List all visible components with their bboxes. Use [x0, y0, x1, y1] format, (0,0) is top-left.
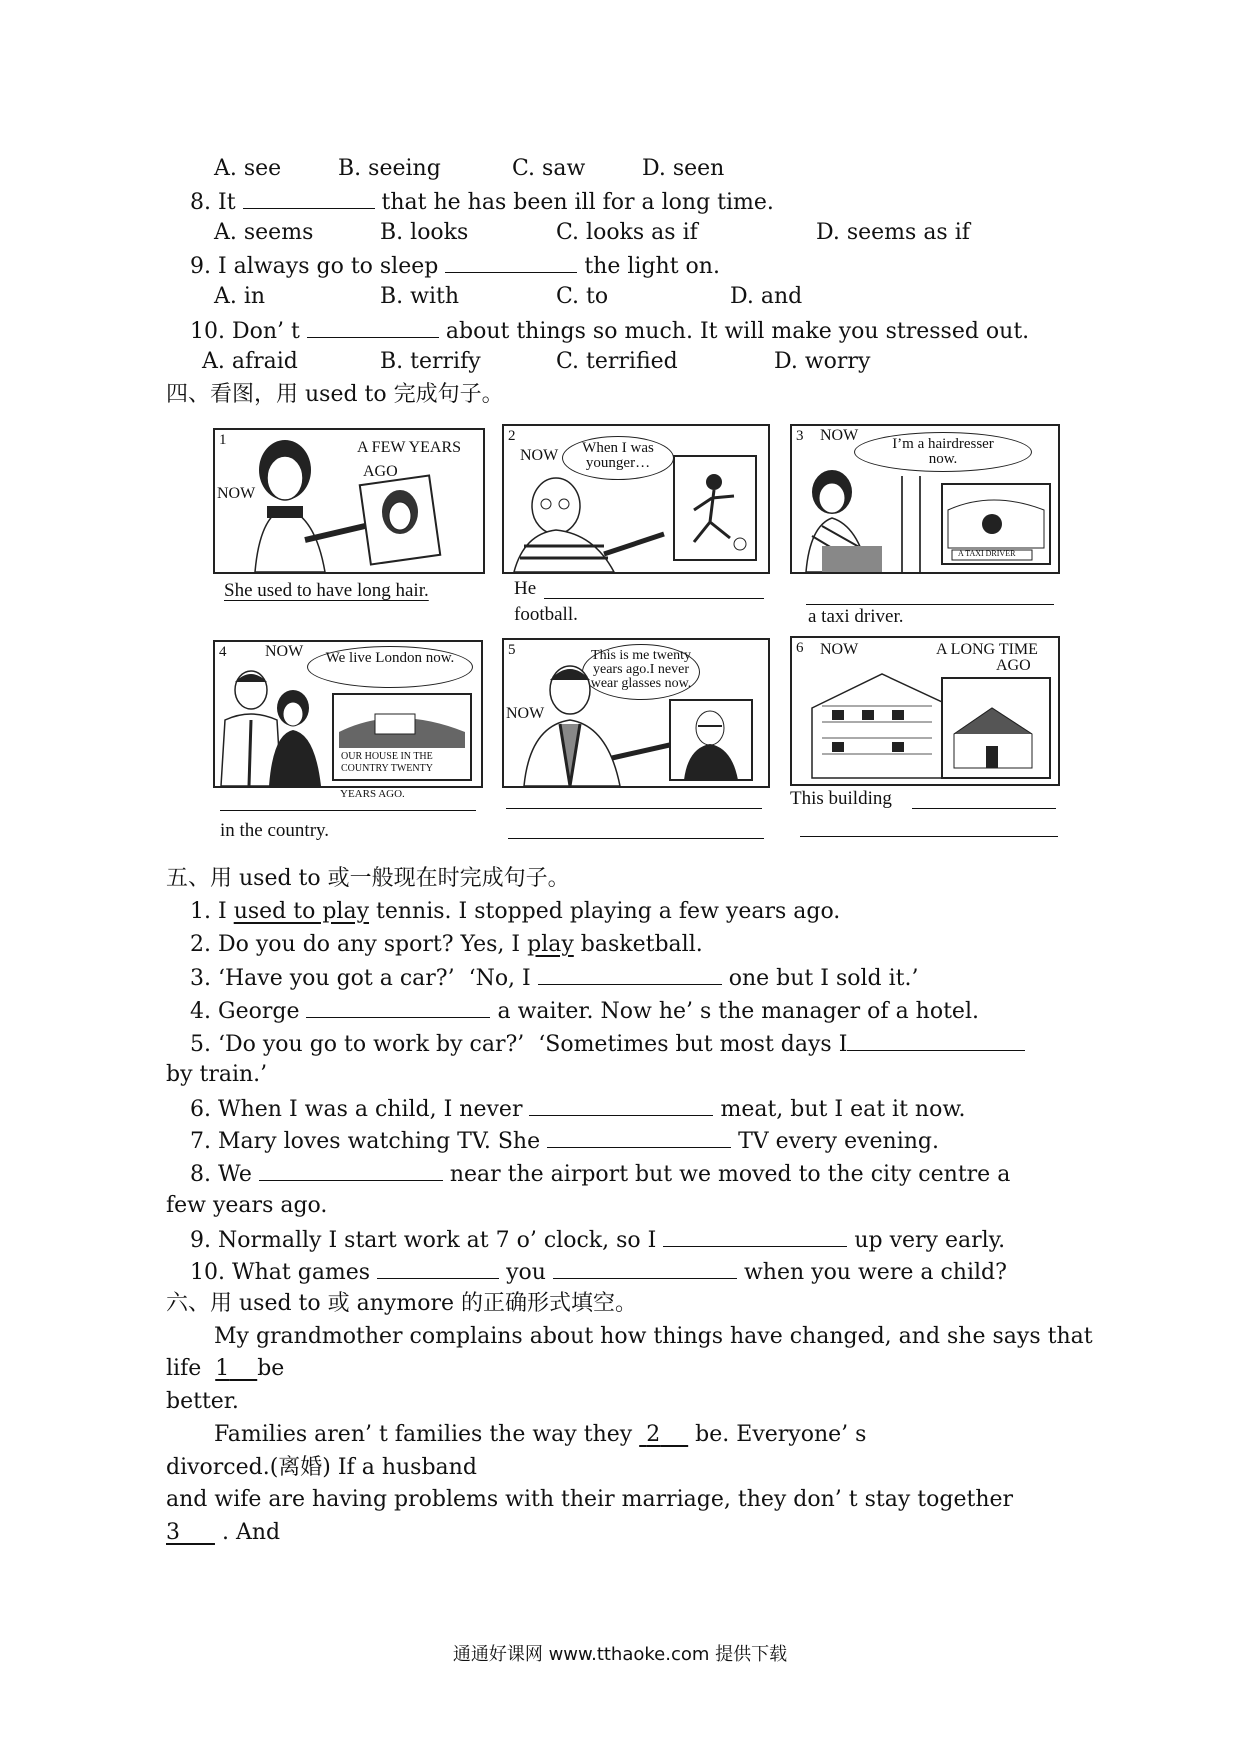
panel-label: A FEW YEARS [357, 439, 462, 456]
panel-number: 1 [219, 432, 227, 448]
answer-blank[interactable] [663, 1228, 847, 1247]
q10-pre: Don’ t [232, 319, 300, 344]
q9-option-b: B. with [380, 284, 460, 309]
speech-bubble: When I was younger… [562, 436, 674, 480]
picture-panel-1 [213, 428, 485, 574]
passage-blank-3[interactable]: 3 [166, 1520, 180, 1545]
picture-panel-6 [790, 636, 1060, 786]
photo-caption-line: OUR HOUSE IN THE [341, 751, 433, 762]
q7-option-d: D. seen [642, 156, 725, 181]
panel-number: 2 [508, 428, 516, 444]
q9-number: 9. [190, 254, 211, 279]
panel2-answer-blank[interactable] [544, 598, 764, 599]
s5-item-5-cont: by train.’ [166, 1062, 268, 1087]
s5-item-9: 9. Normally I start work at 7 o’ clock, so I up very early. [190, 1228, 1006, 1253]
s5-item-2: 2. Do you do any sport? Yes, I play basketball. [190, 932, 703, 957]
q8-number: 8. [190, 190, 211, 215]
panel3-answer-blank[interactable] [806, 604, 1054, 605]
section6-heading: 六、用 used to 或 anymore 的正确形式填空。 [166, 1291, 637, 1316]
panel4-answer-blank[interactable] [220, 810, 476, 811]
panel-number: 5 [508, 642, 516, 658]
s5-item-8-cont: few years ago. [166, 1193, 328, 1218]
q9-pre: I always go to sleep [218, 254, 439, 279]
s5-item-5: 5. ‘Do you go to work by car?’ ‘Sometimes but most days I [190, 1032, 1025, 1056]
q10-number: 10. [190, 319, 225, 344]
q7-option-c: C. saw [512, 156, 586, 181]
photo-caption-line: YEARS AGO. [340, 788, 405, 800]
q10-option-c: C. terrified [556, 349, 678, 374]
building-then-and-now-illustration [792, 638, 1058, 784]
example-answer: used to play [233, 899, 370, 924]
speech-bubble: I’m a hairdresser now. [854, 432, 1032, 472]
panel2-caption-start: He [514, 578, 537, 599]
panel-label: NOW [520, 447, 559, 464]
q10-post: about things so much. It will make you stressed out. [445, 319, 1030, 344]
answer-blank[interactable] [547, 1129, 731, 1148]
answer-blank[interactable] [377, 1260, 499, 1279]
passage-line-4: Families aren’ t families the way they 2 be. Everyone’ s [214, 1422, 867, 1447]
picture-panel-5 [502, 638, 770, 788]
panel-label: AGO [996, 657, 1031, 674]
passage-line-2: life 1 be [166, 1356, 285, 1381]
s5-item-8: 8. We near the airport but we moved to the city centre a [190, 1162, 1011, 1187]
s5-item-4: 4. George a waiter. Now he’ s the manager of a hotel. [190, 999, 979, 1024]
panel5-answer-blank-2[interactable] [508, 838, 764, 839]
picture-panel-3 [790, 424, 1060, 574]
passage-line-6: and wife are having problems with their marriage, they don’ t stay together [166, 1487, 1014, 1512]
q7-option-b: B. seeing [338, 156, 441, 181]
q10-option-a: A. afraid [202, 349, 298, 374]
q10-option-d: D. worry [774, 349, 871, 374]
panel-label: NOW [506, 705, 545, 722]
answer-blank[interactable] [553, 1260, 737, 1279]
q10-option-b: B. terrify [380, 349, 481, 374]
q7-option-a: A. see [214, 156, 282, 181]
q8-option-a: A. seems [214, 220, 314, 245]
picture-panel-2 [502, 424, 770, 574]
s5-item-7: 7. Mary loves watching TV. She TV every evening. [190, 1129, 940, 1154]
page-footer: 通通好课网 www.tthaoke.com 提供下载 [452, 1644, 788, 1665]
q9-option-d: D. and [730, 284, 803, 309]
answer-blank[interactable] [538, 966, 722, 985]
man-with-old-photo-illustration [504, 640, 768, 786]
picture-panel-4 [213, 640, 483, 788]
woman-with-photo-illustration [215, 430, 483, 572]
speech-bubble: We live London now. [307, 646, 473, 688]
answer-blank[interactable] [847, 1032, 1025, 1051]
panel-label: A LONG TIME [936, 641, 1038, 658]
q9-stem [190, 254, 720, 278]
panel4-caption-end: in the country. [220, 820, 330, 841]
s5-item-6: 6. When I was a child, I never meat, but I eat it now. [190, 1097, 966, 1122]
panel-label: NOW [265, 643, 304, 660]
man-remembering-football-illustration [504, 426, 768, 572]
panel-number: 6 [796, 640, 804, 656]
example-answer: play [527, 932, 574, 957]
passage-blank-2[interactable]: 2 [646, 1422, 661, 1447]
panel-label: AGO [363, 463, 398, 480]
answer-blank[interactable] [306, 999, 490, 1018]
panel2-caption-end: football. [514, 604, 578, 625]
section5-heading: 五、用 used to 或一般现在时完成句子。 [166, 866, 570, 891]
panel3-caption-end: a taxi driver. [808, 606, 904, 627]
q8-stem [190, 190, 774, 214]
passage-line-5: divorced.(离婚) If a husband [166, 1455, 477, 1480]
section4-heading: 四、看图，用 used to 完成句子。 [166, 382, 504, 407]
answer-blank[interactable] [259, 1162, 443, 1181]
q10-stem [190, 319, 1029, 343]
q10-blank[interactable] [307, 319, 439, 338]
q8-pre: It [218, 190, 236, 215]
s5-item-1: 1. I used to play tennis. I stopped playing a few years ago. [190, 899, 841, 924]
q8-blank[interactable] [243, 190, 375, 209]
passage-line-7: 3 . And [166, 1520, 281, 1545]
q8-option-c: C. looks as if [556, 220, 698, 245]
passage-line-1: My grandmother complains about how things have changed, and she says that [214, 1324, 1093, 1349]
s5-item-10: 10. What games you when you were a child? [190, 1260, 1007, 1285]
hairdresser-and-taxi-illustration [792, 426, 1058, 572]
panel6-answer-blank[interactable] [912, 808, 1056, 809]
panel-label: NOW [820, 427, 859, 444]
q9-post: the light on. [584, 254, 720, 279]
passage-blank-1[interactable]: 1 [215, 1356, 230, 1381]
panel5-answer-blank[interactable] [506, 808, 762, 809]
q8-option-b: B. looks [380, 220, 469, 245]
panel6-answer-blank-2[interactable] [800, 836, 1058, 837]
panel6-caption-start: This building [790, 788, 892, 809]
passage-line-3: better. [166, 1389, 239, 1414]
panel-number: 3 [796, 428, 804, 444]
panel-label: NOW [820, 641, 859, 658]
q9-option-c: C. to [556, 284, 609, 309]
photo-caption-line: COUNTRY TWENTY [341, 763, 433, 774]
q8-option-d: D. seems as if [816, 220, 970, 245]
answer-blank[interactable] [529, 1097, 713, 1116]
panel1-caption: She used to have long hair. [224, 580, 429, 601]
q8-post: that he has been ill for a long time. [381, 190, 774, 215]
panel-label: NOW [217, 485, 256, 502]
s5-item-3: 3. ‘Have you got a car?’ ‘No, I one but I sold it.’ [190, 966, 919, 991]
speech-bubble: This is me twenty years ago.I never wear glasses now. [582, 644, 700, 700]
taxi-sign-text: A TAXI DRIVER [958, 549, 1016, 558]
q9-option-a: A. in [214, 284, 266, 309]
panel-number: 4 [219, 644, 227, 660]
q9-blank[interactable] [445, 254, 577, 273]
